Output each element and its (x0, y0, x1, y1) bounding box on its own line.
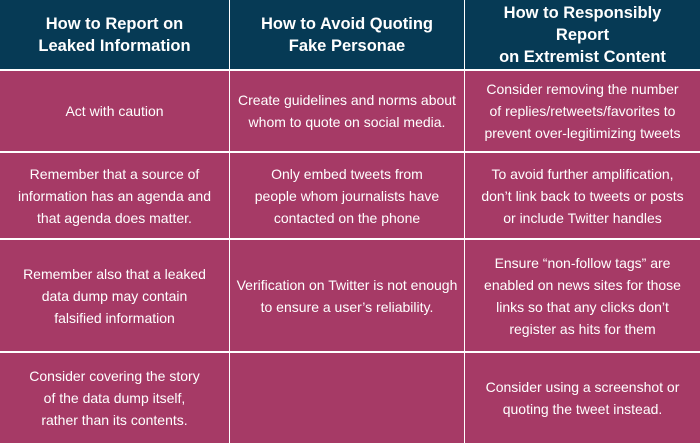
cell-text: To avoid further amplification, don’t link back to tweets or posts or include Twitter handles (481, 165, 684, 226)
column-header-leaked-information (0, 0, 229, 69)
column-header-fake-personae (230, 0, 464, 69)
table-cell (465, 71, 700, 151)
cell-text: Consider using a screenshot or quoting the tweet instead. (485, 379, 680, 417)
table-cell (230, 71, 464, 151)
cell-text: Ensure “non-follow tags” are enabled on news sites for those links so that any clicks don’t register as hits for them (484, 254, 681, 337)
table-cell (0, 240, 229, 351)
cell-text: Only embed tweets from people whom journalists have contacted on the phone (254, 165, 440, 226)
cell-text: Consider covering the story of the data dump itself, rather than its contents. (29, 368, 200, 428)
column-header-extremist-content (465, 0, 700, 69)
column-header-label: How to Avoid Quoting Fake Personae (261, 14, 433, 55)
table-cell (230, 153, 464, 238)
table-cell (465, 353, 700, 443)
table-cell (0, 153, 229, 238)
cell-text: Verification on Twitter is not enough to ensure a user’s reliability. (236, 276, 458, 315)
cell-text: Remember that a source of information has an agenda and that agenda does matter. (17, 165, 212, 226)
table-cell (465, 153, 700, 238)
table-cell (465, 240, 700, 351)
table-cell (230, 240, 464, 351)
cell-text: Remember also that a leaked data dump may contain falsified information (23, 265, 206, 326)
cell-text: Create guidelines and norms about whom to quote on social media. (238, 92, 456, 130)
table-cell (0, 71, 229, 151)
table-cell (0, 353, 229, 443)
column-header-label: How to Responsibly Report on Extremist Content (499, 3, 666, 66)
cell-text: Act with caution (65, 103, 164, 119)
table-cell-empty (230, 353, 464, 443)
column-header-label: How to Report on Leaked Information (38, 14, 191, 55)
cell-text: Consider removing the number of replies/retweets/favorites to prevent over-legitimizing tweets (484, 81, 681, 141)
